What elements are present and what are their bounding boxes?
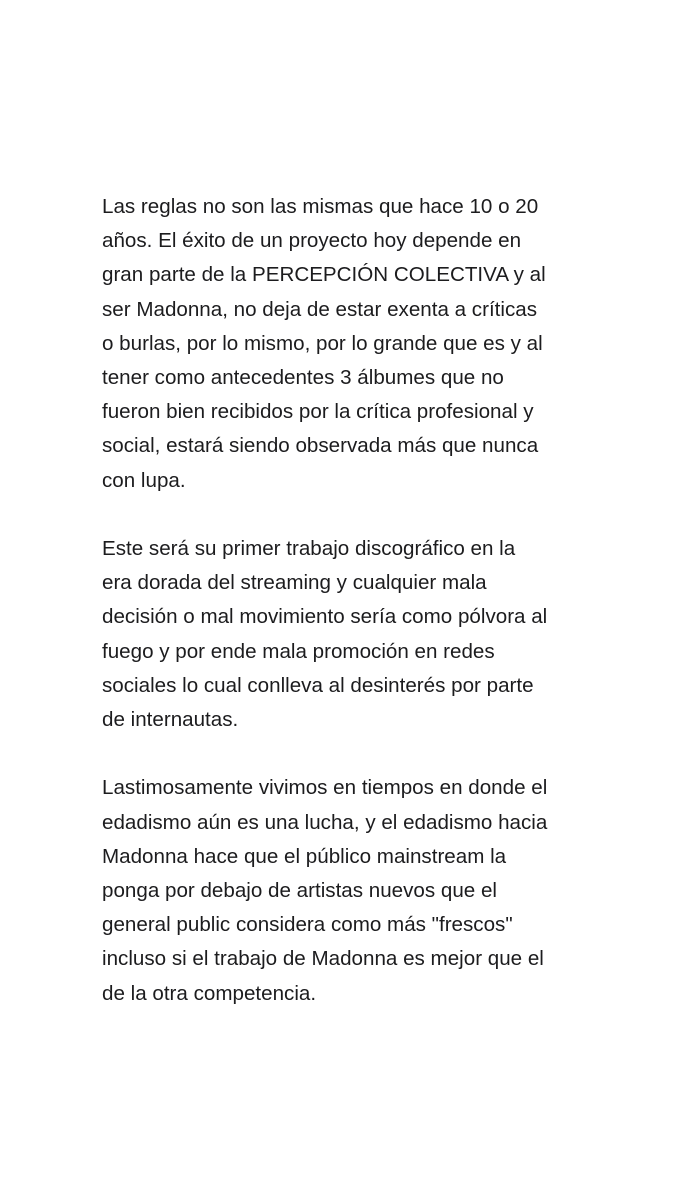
text-line: era dorada del streaming y cualquier mala: [102, 571, 487, 595]
text-line: general public considera como más "frescos": [102, 913, 513, 937]
text-line: decisión o mal movimiento sería como pólvora al: [102, 605, 548, 629]
text-line: fueron bien recibidos por la crítica profesional y: [102, 400, 534, 424]
paragraph-1: [102, 190, 572, 498]
text-line: Lastimosamente vivimos en tiempos en donde el: [102, 776, 548, 800]
note-body: [102, 190, 572, 1011]
text-line: de internautas.: [102, 708, 239, 732]
text-line: o burlas, por lo mismo, por lo grande que es y al: [102, 331, 543, 355]
text-line: ser Madonna, no deja de estar exenta a críticas: [102, 297, 538, 321]
paragraph-spacer: [102, 737, 572, 771]
text-line: años. El éxito de un proyecto hoy depende en: [102, 229, 522, 253]
text-line: Madonna hace que el público mainstream la: [102, 844, 507, 868]
text-line: edadismo aún es una lucha, y el edadismo hacia: [102, 810, 548, 834]
text-line: Este será su primer trabajo discográfico en la: [102, 537, 516, 561]
text-line: incluso si el trabajo de Madonna es mejor que el: [102, 947, 544, 971]
text-line: ponga por debajo de artistas nuevos que el: [102, 879, 498, 903]
text-line: de la otra competencia.: [102, 981, 317, 1005]
text-line: social, estará siendo observada más que nunca: [102, 434, 539, 458]
text-line: Las reglas no son las mismas que hace 10 o 20: [102, 195, 539, 218]
text-line: con lupa.: [102, 468, 186, 492]
paragraph-3: [102, 771, 572, 1010]
text-line: tener como antecedentes 3 álbumes que no: [102, 366, 504, 390]
paragraph-2: [102, 532, 572, 737]
text-line: sociales lo cual conlleva al desinterés por parte: [102, 673, 534, 697]
text-line: fuego y por ende mala promoción en redes: [102, 639, 495, 663]
text-line: gran parte de la PERCEPCIÓN COLECTIVA y al: [102, 263, 546, 287]
paragraph-spacer: [102, 498, 572, 532]
